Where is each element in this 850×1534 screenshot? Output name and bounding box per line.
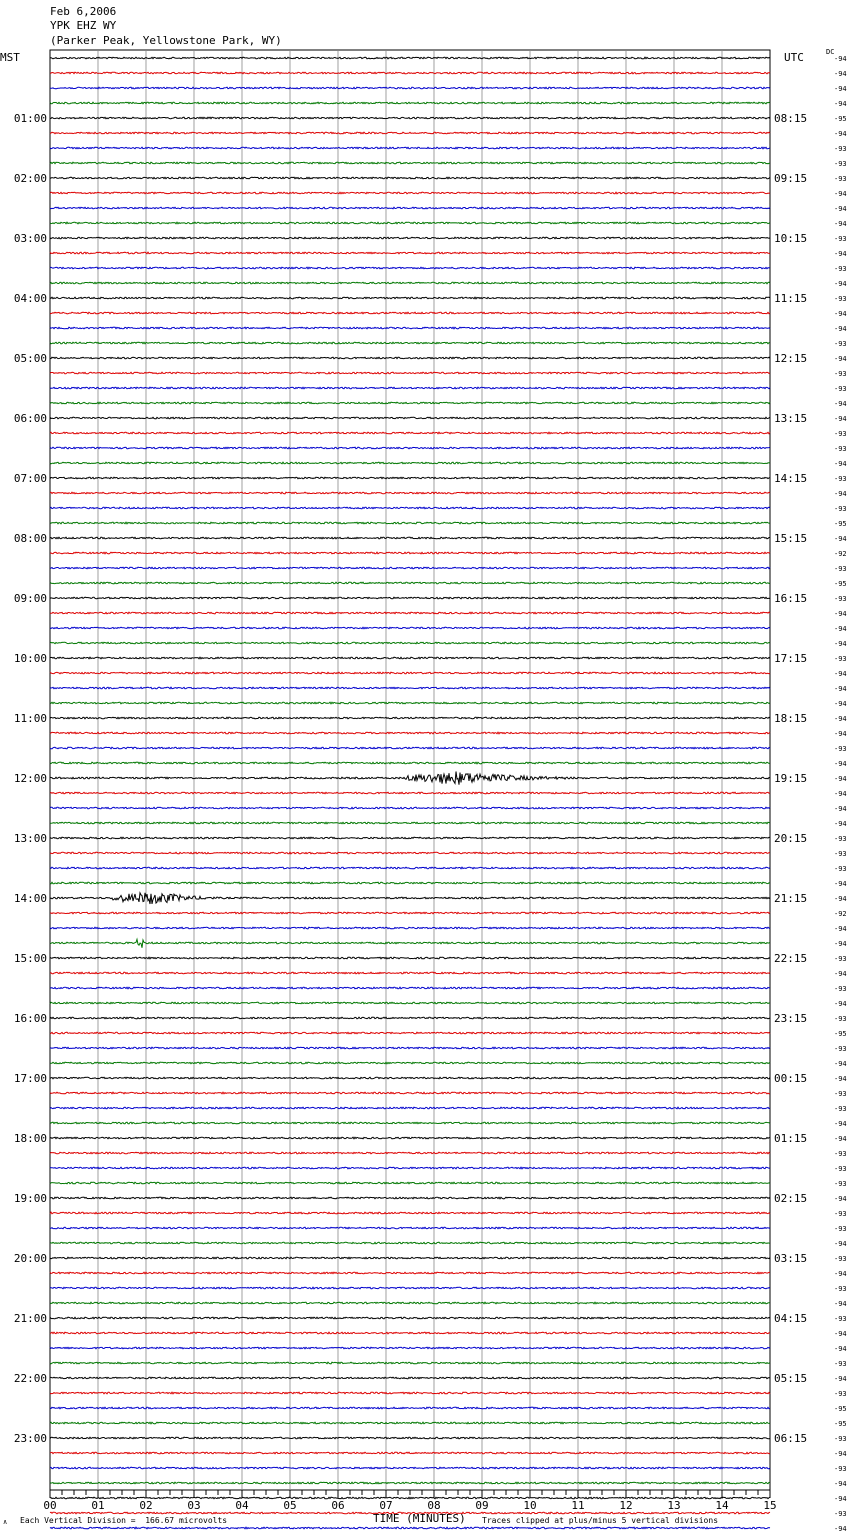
trace-line [50,1422,770,1424]
trace-line [50,912,770,914]
utc-hour-label: 11:15 [774,292,808,305]
dc-offset-label: -94 [834,220,847,228]
trace-line [50,432,770,434]
utc-hour-label: 23:15 [774,1012,808,1025]
x-tick-label: 11 [571,1499,585,1512]
trace-line [50,1152,770,1154]
mst-hour-label: 11:00 [13,712,47,725]
dc-offset-label: -93 [834,430,847,438]
trace-line [50,1437,770,1439]
dc-offset-label: -94 [834,1495,847,1503]
trace-line [50,939,770,948]
utc-hour-label: 17:15 [774,652,808,665]
trace-line [50,57,770,59]
trace-line [50,1407,770,1409]
dc-offset-label: -93 [834,835,847,843]
trace-line [50,642,770,644]
dc-offset-label: -95 [834,1405,847,1413]
trace-line [50,1047,770,1049]
dc-offset-label: -94 [834,820,847,828]
dc-offset-label: -94 [834,790,847,798]
utc-hour-label: 20:15 [774,832,808,845]
utc-hour-label: 05:15 [774,1372,808,1385]
utc-hour-label: 00:15 [774,1072,808,1085]
dc-offset-label: -94 [834,1120,847,1128]
trace-line [50,552,770,554]
trace-line [50,837,770,839]
dc-offset-label: -93 [834,1150,847,1158]
utc-hour-label: 09:15 [774,172,808,185]
dc-offset-label: -93 [834,1210,847,1218]
dc-offset-label: -94 [834,1450,847,1458]
dc-offset-label: -93 [834,955,847,963]
trace-line [50,1242,770,1244]
mst-hour-label: 03:00 [13,232,47,245]
trace-line [50,822,770,824]
trace-line [50,1527,770,1529]
mst-hour-label: 07:00 [13,472,47,485]
trace-line [50,342,770,344]
trace-line [50,1287,770,1289]
x-tick-label: 00 [43,1499,57,1512]
dc-offset-label: -94 [834,925,847,933]
dc-offset-label: -94 [834,1075,847,1083]
dc-offset-label: -93 [834,1360,847,1368]
trace-line [50,1167,770,1169]
dc-offset-label: -92 [834,550,847,558]
dc-offset-label: -93 [834,370,847,378]
trace-line [50,297,770,299]
mst-hour-label: 21:00 [13,1312,47,1325]
trace-line [50,522,770,524]
dc-offset-label: -93 [834,595,847,603]
mst-hour-label: 09:00 [13,592,47,605]
dc-offset-label: -94 [834,700,847,708]
dc-offset-label: -95 [834,1420,847,1428]
dc-offset-label: -94 [834,310,847,318]
mst-hour-label: 02:00 [13,172,47,185]
trace-line [50,1092,770,1094]
dc-offset-label: -94 [834,640,847,648]
scale-symbol: ∧ [3,1518,8,1526]
mst-hour-label: 20:00 [13,1252,47,1265]
x-tick-label: 03 [187,1499,201,1512]
dc-offset-label: -94 [834,1525,847,1533]
trace-line [50,1227,770,1229]
trace-line [50,72,770,74]
dc-offset-label: -93 [834,145,847,153]
mst-hour-label: 12:00 [13,772,47,785]
dc-offset-label: -94 [834,1375,847,1383]
trace-line [50,252,770,254]
dc-offset-label: -93 [834,1015,847,1023]
dc-offset-label: -93 [834,1510,847,1518]
trace-line [50,717,770,719]
dc-offset-label: -93 [834,340,847,348]
trace-line [50,537,770,539]
x-tick-label: 15 [763,1499,777,1512]
dc-offset-label: -94 [834,1060,847,1068]
dc-offset-label: -94 [834,1240,847,1248]
dc-offset-label: -94 [834,1000,847,1008]
dc-offset-label: -94 [834,760,847,768]
dc-offset-label: -94 [834,670,847,678]
trace-line [50,387,770,389]
x-tick-label: 08 [427,1499,441,1512]
trace-line [50,132,770,134]
dc-offset-label: -93 [834,1165,847,1173]
dc-offset-label: -94 [834,1300,847,1308]
trace-line [50,312,770,314]
trace-line [50,327,770,329]
dc-offset-label: -93 [834,850,847,858]
trace-line [50,597,770,599]
dc-offset-label: -94 [834,625,847,633]
dc-offset-label: -93 [834,745,847,753]
x-tick-label: 10 [523,1499,537,1512]
trace-line [50,1062,770,1064]
dc-offset-label: -94 [834,1480,847,1488]
dc-offset-label: -94 [834,250,847,258]
trace-line [50,1197,770,1199]
dc-offset-label: -93 [834,175,847,183]
trace-line [50,1137,770,1139]
dc-offset-label: -94 [834,970,847,978]
station-code: YPK EHZ WY [50,19,117,32]
trace-line [50,747,770,749]
utc-hour-label: 06:15 [774,1432,808,1445]
dc-offset-label: -93 [834,1255,847,1263]
trace-line [50,207,770,209]
mst-hour-label: 05:00 [13,352,47,365]
dc-offset-label: -93 [834,235,847,243]
dc-offset-label: -94 [834,325,847,333]
mst-hour-label: 13:00 [13,832,47,845]
dc-offset-label: -94 [834,1345,847,1353]
dc-offset-label: -94 [834,205,847,213]
trace-line [50,102,770,104]
trace-line [50,852,770,854]
utc-hour-label: 16:15 [774,592,808,605]
dc-offset-label: -94 [834,415,847,423]
dc-offset-label: -93 [834,1315,847,1323]
trace-line [50,1032,770,1034]
right-timezone-label: UTC [784,51,804,64]
trace-line [50,1362,770,1364]
x-tick-label: 07 [379,1499,393,1512]
mst-hour-label: 16:00 [13,1012,47,1025]
dc-offset-label: -93 [834,445,847,453]
trace-line [50,882,770,884]
utc-hour-label: 22:15 [774,952,808,965]
dc-offset-label: -93 [834,1390,847,1398]
x-tick-label: 14 [715,1499,729,1512]
dc-offset-label: -94 [834,1135,847,1143]
dc-offset-label: -94 [834,460,847,468]
dc-offset-label: -93 [834,1225,847,1233]
trace-line [50,792,770,794]
trace-line [50,867,770,869]
trace-line [50,762,770,764]
dc-offset-label: -95 [834,520,847,528]
dc-offset-label: -94 [834,610,847,618]
x-tick-label: 09 [475,1499,489,1512]
dc-offset-label: -94 [834,355,847,363]
utc-hour-label: 02:15 [774,1192,808,1205]
dc-offset-label: -94 [834,685,847,693]
dc-offset-label: -94 [834,190,847,198]
dc-offset-label: -93 [834,1285,847,1293]
dc-offset-label: -93 [834,1090,847,1098]
dc-offset-label: -93 [834,295,847,303]
trace-line [50,417,770,419]
dc-offset-label: -94 [834,400,847,408]
trace-line [50,237,770,239]
x-tick-label: 04 [235,1499,249,1512]
x-tick-label: 01 [91,1499,105,1512]
dc-offset-label: -93 [834,160,847,168]
utc-hour-label: 01:15 [774,1132,808,1145]
mst-hour-label: 23:00 [13,1432,47,1445]
trace-line [50,267,770,269]
trace-line [50,1347,770,1349]
trace-line [50,687,770,689]
trace-line [50,147,770,149]
trace-line [50,657,770,659]
trace-line [50,772,770,785]
trace-line [50,87,770,89]
trace-line [50,582,770,584]
mst-hour-label: 01:00 [13,112,47,125]
mst-hour-label: 14:00 [13,892,47,905]
x-axis-title: TIME (MINUTES) [373,1512,466,1525]
trace-line [50,192,770,194]
dc-offset-label: -93 [834,385,847,393]
dc-offset-label: -94 [834,85,847,93]
mst-hour-label: 15:00 [13,952,47,965]
vertical-scale-note: Each Vertical Division = 166.67 microvolts [20,1516,228,1525]
trace-line [50,627,770,629]
dc-offset-label: -94 [834,55,847,63]
trace-line [50,402,770,404]
trace-line [50,507,770,509]
dc-offset-label: -93 [834,505,847,513]
utc-hour-label: 12:15 [774,352,808,365]
utc-hour-label: 13:15 [774,412,808,425]
dc-offset-label: -94 [834,490,847,498]
trace-line [50,1497,770,1499]
trace-line [50,177,770,179]
mst-hour-label: 17:00 [13,1072,47,1085]
dc-offset-label: -93 [834,1180,847,1188]
trace-line [50,702,770,704]
mst-hour-label: 04:00 [13,292,47,305]
left-timezone-label: MST [0,51,20,64]
utc-hour-label: 04:15 [774,1312,808,1325]
dc-offset-label: -94 [834,715,847,723]
trace-line [50,732,770,734]
x-tick-label: 02 [139,1499,153,1512]
utc-hour-label: 15:15 [774,532,808,545]
clip-note: Traces clipped at plus/minus 5 vertical divisions [482,1516,719,1525]
utc-hour-label: 19:15 [774,772,808,785]
dc-offset-label: -95 [834,580,847,588]
trace-line [50,612,770,614]
dc-offset-label: -93 [834,1045,847,1053]
dc-offset-label: -94 [834,1195,847,1203]
utc-hour-label: 21:15 [774,892,808,905]
dc-offset-label: -94 [834,805,847,813]
trace-line [50,357,770,359]
plot-date: Feb 6,2006 [50,5,117,18]
x-tick-label: 05 [283,1499,297,1512]
trace-line [50,893,770,904]
trace-line [50,1302,770,1304]
trace-line [50,1332,770,1334]
trace-line [50,1017,770,1019]
utc-hour-label: 10:15 [774,232,808,245]
trace-line [50,372,770,374]
mst-hour-label: 08:00 [13,532,47,545]
trace-line [50,462,770,464]
trace-line [50,1182,770,1184]
dc-offset-label: -93 [834,1465,847,1473]
trace-line [50,927,770,929]
trace-line [50,282,770,284]
trace-line [50,1482,770,1484]
mst-hour-label: 18:00 [13,1132,47,1145]
dc-offset-label: -93 [834,565,847,573]
trace-line [50,492,770,494]
trace-line [50,1272,770,1274]
mst-hour-label: 10:00 [13,652,47,665]
x-tick-label: 12 [619,1499,633,1512]
dc-offset-label: -93 [834,475,847,483]
dc-offset-label: -93 [834,1435,847,1443]
trace-line [50,972,770,974]
dc-offset-label: -94 [834,535,847,543]
dc-offset-label: -94 [834,895,847,903]
trace-line [50,1257,770,1259]
utc-hour-label: 14:15 [774,472,808,485]
trace-line [50,1467,770,1469]
station-location: (Parker Peak, Yellowstone Park, WY) [50,34,282,47]
dc-offset-label: -94 [834,130,847,138]
dc-offset-label: -92 [834,910,847,918]
dc-offset-label: -94 [834,70,847,78]
dc-offset-label: -94 [834,730,847,738]
dc-offset-label: -94 [834,775,847,783]
trace-line [50,567,770,569]
trace-line [50,1077,770,1079]
dc-offset-label: -93 [834,265,847,273]
utc-hour-label: 08:15 [774,112,808,125]
utc-hour-label: 03:15 [774,1252,808,1265]
dc-offset-label: -94 [834,100,847,108]
dc-offset-header: DC [826,48,835,56]
mst-hour-label: 19:00 [13,1192,47,1205]
dc-offset-label: -93 [834,655,847,663]
dc-offset-label: -94 [834,280,847,288]
dc-offset-label: -95 [834,1030,847,1038]
dc-offset-label: -93 [834,985,847,993]
trace-line [50,162,770,164]
dc-offset-label: -93 [834,865,847,873]
utc-hour-label: 18:15 [774,712,808,725]
trace-line [50,477,770,479]
trace-line [50,957,770,959]
trace-line [50,1392,770,1394]
dc-offset-label: -93 [834,1105,847,1113]
trace-line [50,1452,770,1454]
trace-line [50,1317,770,1319]
dc-offset-label: -94 [834,880,847,888]
dc-offset-label: -94 [834,1270,847,1278]
dc-offset-label: -95 [834,115,847,123]
trace-line [50,117,770,119]
trace-line [50,807,770,809]
mst-hour-label: 06:00 [13,412,47,425]
trace-line [50,987,770,989]
trace-line [50,1212,770,1214]
x-tick-label: 13 [667,1499,681,1512]
trace-line [50,1122,770,1124]
mst-hour-label: 22:00 [13,1372,47,1385]
trace-line [50,1002,770,1004]
dc-offset-label: -94 [834,1330,847,1338]
trace-line [50,1377,770,1379]
trace-line [50,672,770,674]
trace-line [50,222,770,224]
trace-line [50,447,770,449]
trace-line [50,1107,770,1109]
dc-offset-label: -94 [834,940,847,948]
x-tick-label: 06 [331,1499,345,1512]
